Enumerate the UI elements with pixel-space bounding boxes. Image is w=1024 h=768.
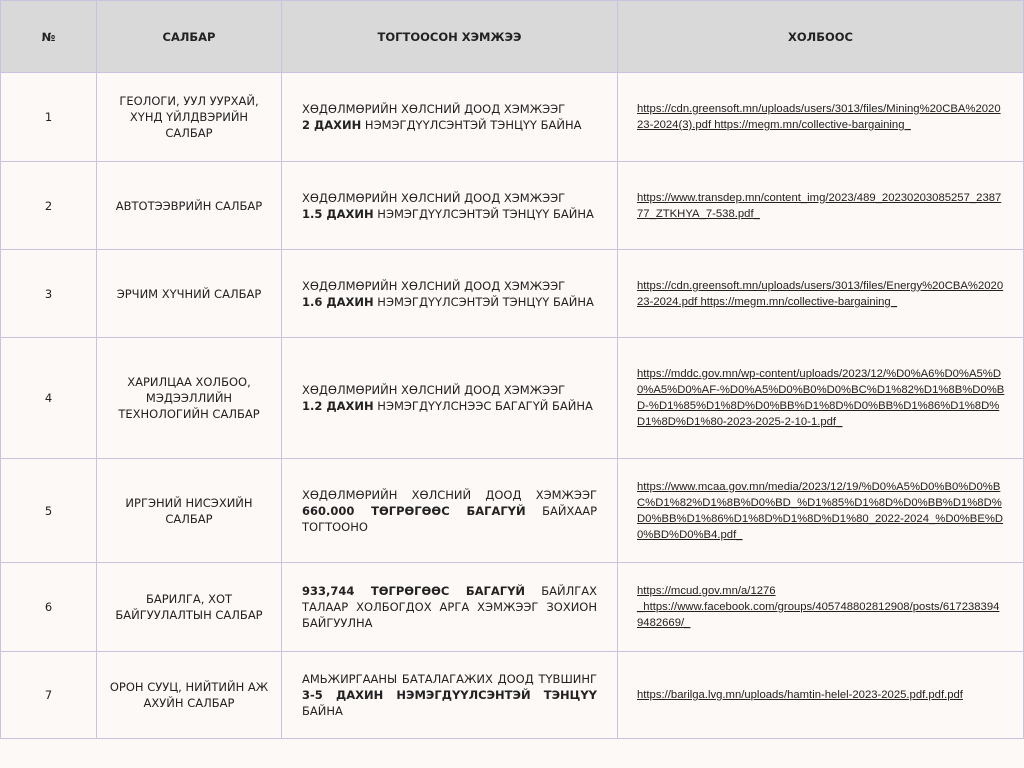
- link-url-primary[interactable]: https://mcud.gov.mn/a/1276: [637, 585, 776, 597]
- link-url[interactable]: https://cdn.greensoft.mn/uploads/users/3013/files/Energy%20CBA%202023-2024.pdf https://megm.mn/collective-bargaining_: [637, 279, 1004, 308]
- size-text: ХӨДӨЛМӨРИЙН ХӨЛСНИЙ ДООД ХЭМЖЭЭГ: [302, 278, 566, 293]
- row-size: [282, 338, 618, 459]
- table-header-row: [1, 1, 1024, 73]
- row-sector: ГЕОЛОГИ, УУЛ УУРХАЙ, ХҮНД ҮЙЛДВЭРИЙН САЛБАР: [97, 73, 282, 162]
- row-link: [618, 162, 1024, 250]
- table-row: [1, 73, 1024, 162]
- row-sector: ОРОН СУУЦ, НИЙТИЙН АЖ АХУЙН САЛБАР: [97, 652, 282, 739]
- row-size: [282, 652, 618, 739]
- link-url[interactable]: _https://www.facebook.com/groups/405748802812908/posts/6172383949482669/_: [637, 601, 1000, 629]
- size-emphasis: 1.6 ДАХИН: [302, 294, 374, 309]
- row-size: [282, 563, 618, 652]
- link-url[interactable]: https://barilga.lvg.mn/uploads/hamtin-helel-2023-2025.pdf.pdf.pdf: [637, 689, 963, 701]
- row-number: 1: [1, 73, 97, 162]
- row-number: 4: [1, 338, 97, 459]
- link-url[interactable]: https://www.transdep.mn/content_img/2023/489_20230203085257_238777_ZTKHYA_7-538.pdf_: [637, 191, 1002, 220]
- size-emphasis: 1.5 ДАХИН: [302, 206, 374, 221]
- size-text-end: НЭМЭГДҮҮЛСНЭЭС БАГАГҮЙ БАЙНА: [377, 399, 593, 413]
- table-row: [1, 162, 1024, 250]
- table-row: [1, 250, 1024, 338]
- size-text-end: НЭМЭГДҮҮЛСЭНТЭЙ ТЭНЦҮҮ БАЙНА: [364, 118, 582, 132]
- row-link: [618, 563, 1024, 652]
- table-row: [1, 459, 1024, 563]
- size-line-3: ТОГТООНО: [302, 519, 368, 534]
- link-url[interactable]: https://cdn.greensoft.mn/uploads/users/3013/files/Mining%20CBA%202023-2024(3).pdf https://megm.mn/collective-bargaining_: [637, 103, 1001, 131]
- row-size: [282, 250, 618, 338]
- row-link: [618, 73, 1024, 162]
- row-sector: ХАРИЛЦАА ХОЛБОО, МЭДЭЭЛЛИЙН ТЕХНОЛОГИЙН САЛБАР: [97, 338, 282, 459]
- row-link: [618, 338, 1024, 459]
- size-emphasis: 660.000 ТӨГРӨГӨӨС БАГАГҮЙ: [302, 503, 526, 518]
- size-text-end: НЭМЭГДҮҮЛСЭНТЭЙ ТЭНЦҮҮ БАЙНА: [377, 294, 594, 309]
- link-url[interactable]: https://mddc.gov.mn/wp-content/uploads/2023/12/%D0%A6%D0%A5%D0%A5%D0%AF-%D0%A5%D0%B0%D0%BC%D1%82%D1%8B%D0%BD-%D1%85%D1%8D%D0%BB%D1%8D%D0%BB%D1%86%D1%8D%D1%8D%D1%80-2023-2025-2-10-1.pdf_: [637, 368, 1005, 428]
- header-sector: САЛБАР: [97, 1, 282, 73]
- row-sector: ЭРЧИМ ХҮЧНИЙ САЛБАР: [97, 250, 282, 338]
- row-number: 2: [1, 162, 97, 250]
- row-size: [282, 73, 618, 162]
- size-emphasis: 1.2 ДАХИН: [302, 399, 374, 413]
- row-size: [282, 459, 618, 563]
- row-sector: ИРГЭНИЙ НИСЭХИЙН САЛБАР: [97, 459, 282, 563]
- row-number: 5: [1, 459, 97, 563]
- row-number: 3: [1, 250, 97, 338]
- header-number: №: [1, 1, 97, 73]
- size-text: ХӨДӨЛМӨРИЙН ХӨЛСНИЙ ДООД ХЭМЖЭЭГ: [302, 487, 597, 502]
- row-link: [618, 459, 1024, 563]
- row-sector: БАРИЛГА, ХОТ БАЙГУУЛАЛТЫН САЛБАР: [97, 563, 282, 652]
- row-size: [282, 162, 618, 250]
- size-text-end: БАЙНА: [302, 704, 343, 718]
- size-text-end-1: БАЙХААР: [542, 503, 597, 518]
- table-row: [1, 563, 1024, 652]
- row-link: [618, 250, 1024, 338]
- header-link: ХОЛБООС: [618, 1, 1024, 73]
- size-line-2: [302, 503, 597, 519]
- size-line-2: [302, 687, 597, 719]
- size-text: ХӨДӨЛМӨРИЙН ХӨЛСНИЙ ДООД ХЭМЖЭЭГ: [302, 102, 566, 116]
- size-emphasis: 3-5 ДАХИН НЭМЭГДҮҮЛСЭНТЭЙ ТЭНЦҮҮ: [302, 688, 597, 702]
- header-size: ТОГТООСОН ХЭМЖЭЭ: [282, 1, 618, 73]
- size-emphasis: 933,744 ТӨГРӨГӨӨС БАГАГҮЙ: [302, 584, 526, 598]
- table-row: [1, 338, 1024, 459]
- row-sector: АВТОТЭЭВРИЙН САЛБАР: [97, 162, 282, 250]
- table-row: [1, 652, 1024, 739]
- size-text: ХӨДӨЛМӨРИЙН ХӨЛСНИЙ ДООД ХЭМЖЭЭГ: [302, 383, 566, 397]
- row-link: [618, 652, 1024, 739]
- size-text: АМЬЖИРГААНЫ БАТАЛАГАЖИХ ДООД ТҮВШИНГ: [302, 672, 597, 686]
- size-emphasis: 2 ДАХИН: [302, 118, 362, 132]
- link-url[interactable]: https://www.mcaa.gov.mn/media/2023/12/19/%D0%A5%D0%B0%D0%BC%D1%82%D1%8B%D0%BD_%D1%85%D1%8D%D0%BB%D1%8D%D0%BB%D1%86%D1%8D%D1%8D%D1%80_2022-2024_%D0%BE%D0%BD%D0%B4.pdf_: [637, 480, 1004, 541]
- size-text: БАЙЛГАХ ТАЛААР ХОЛБОГДОХ АРГА ХЭМЖЭЭГ ЗОХИОН БАЙГУУЛНА: [302, 584, 597, 630]
- size-text-end: НЭМЭГДҮҮЛСЭНТЭЙ ТЭНЦҮҮ БАЙНА: [377, 206, 594, 221]
- size-text: ХӨДӨЛМӨРИЙН ХӨЛСНИЙ ДООД ХЭМЖЭЭГ: [302, 190, 566, 205]
- row-number: 7: [1, 652, 97, 739]
- row-number: 6: [1, 563, 97, 652]
